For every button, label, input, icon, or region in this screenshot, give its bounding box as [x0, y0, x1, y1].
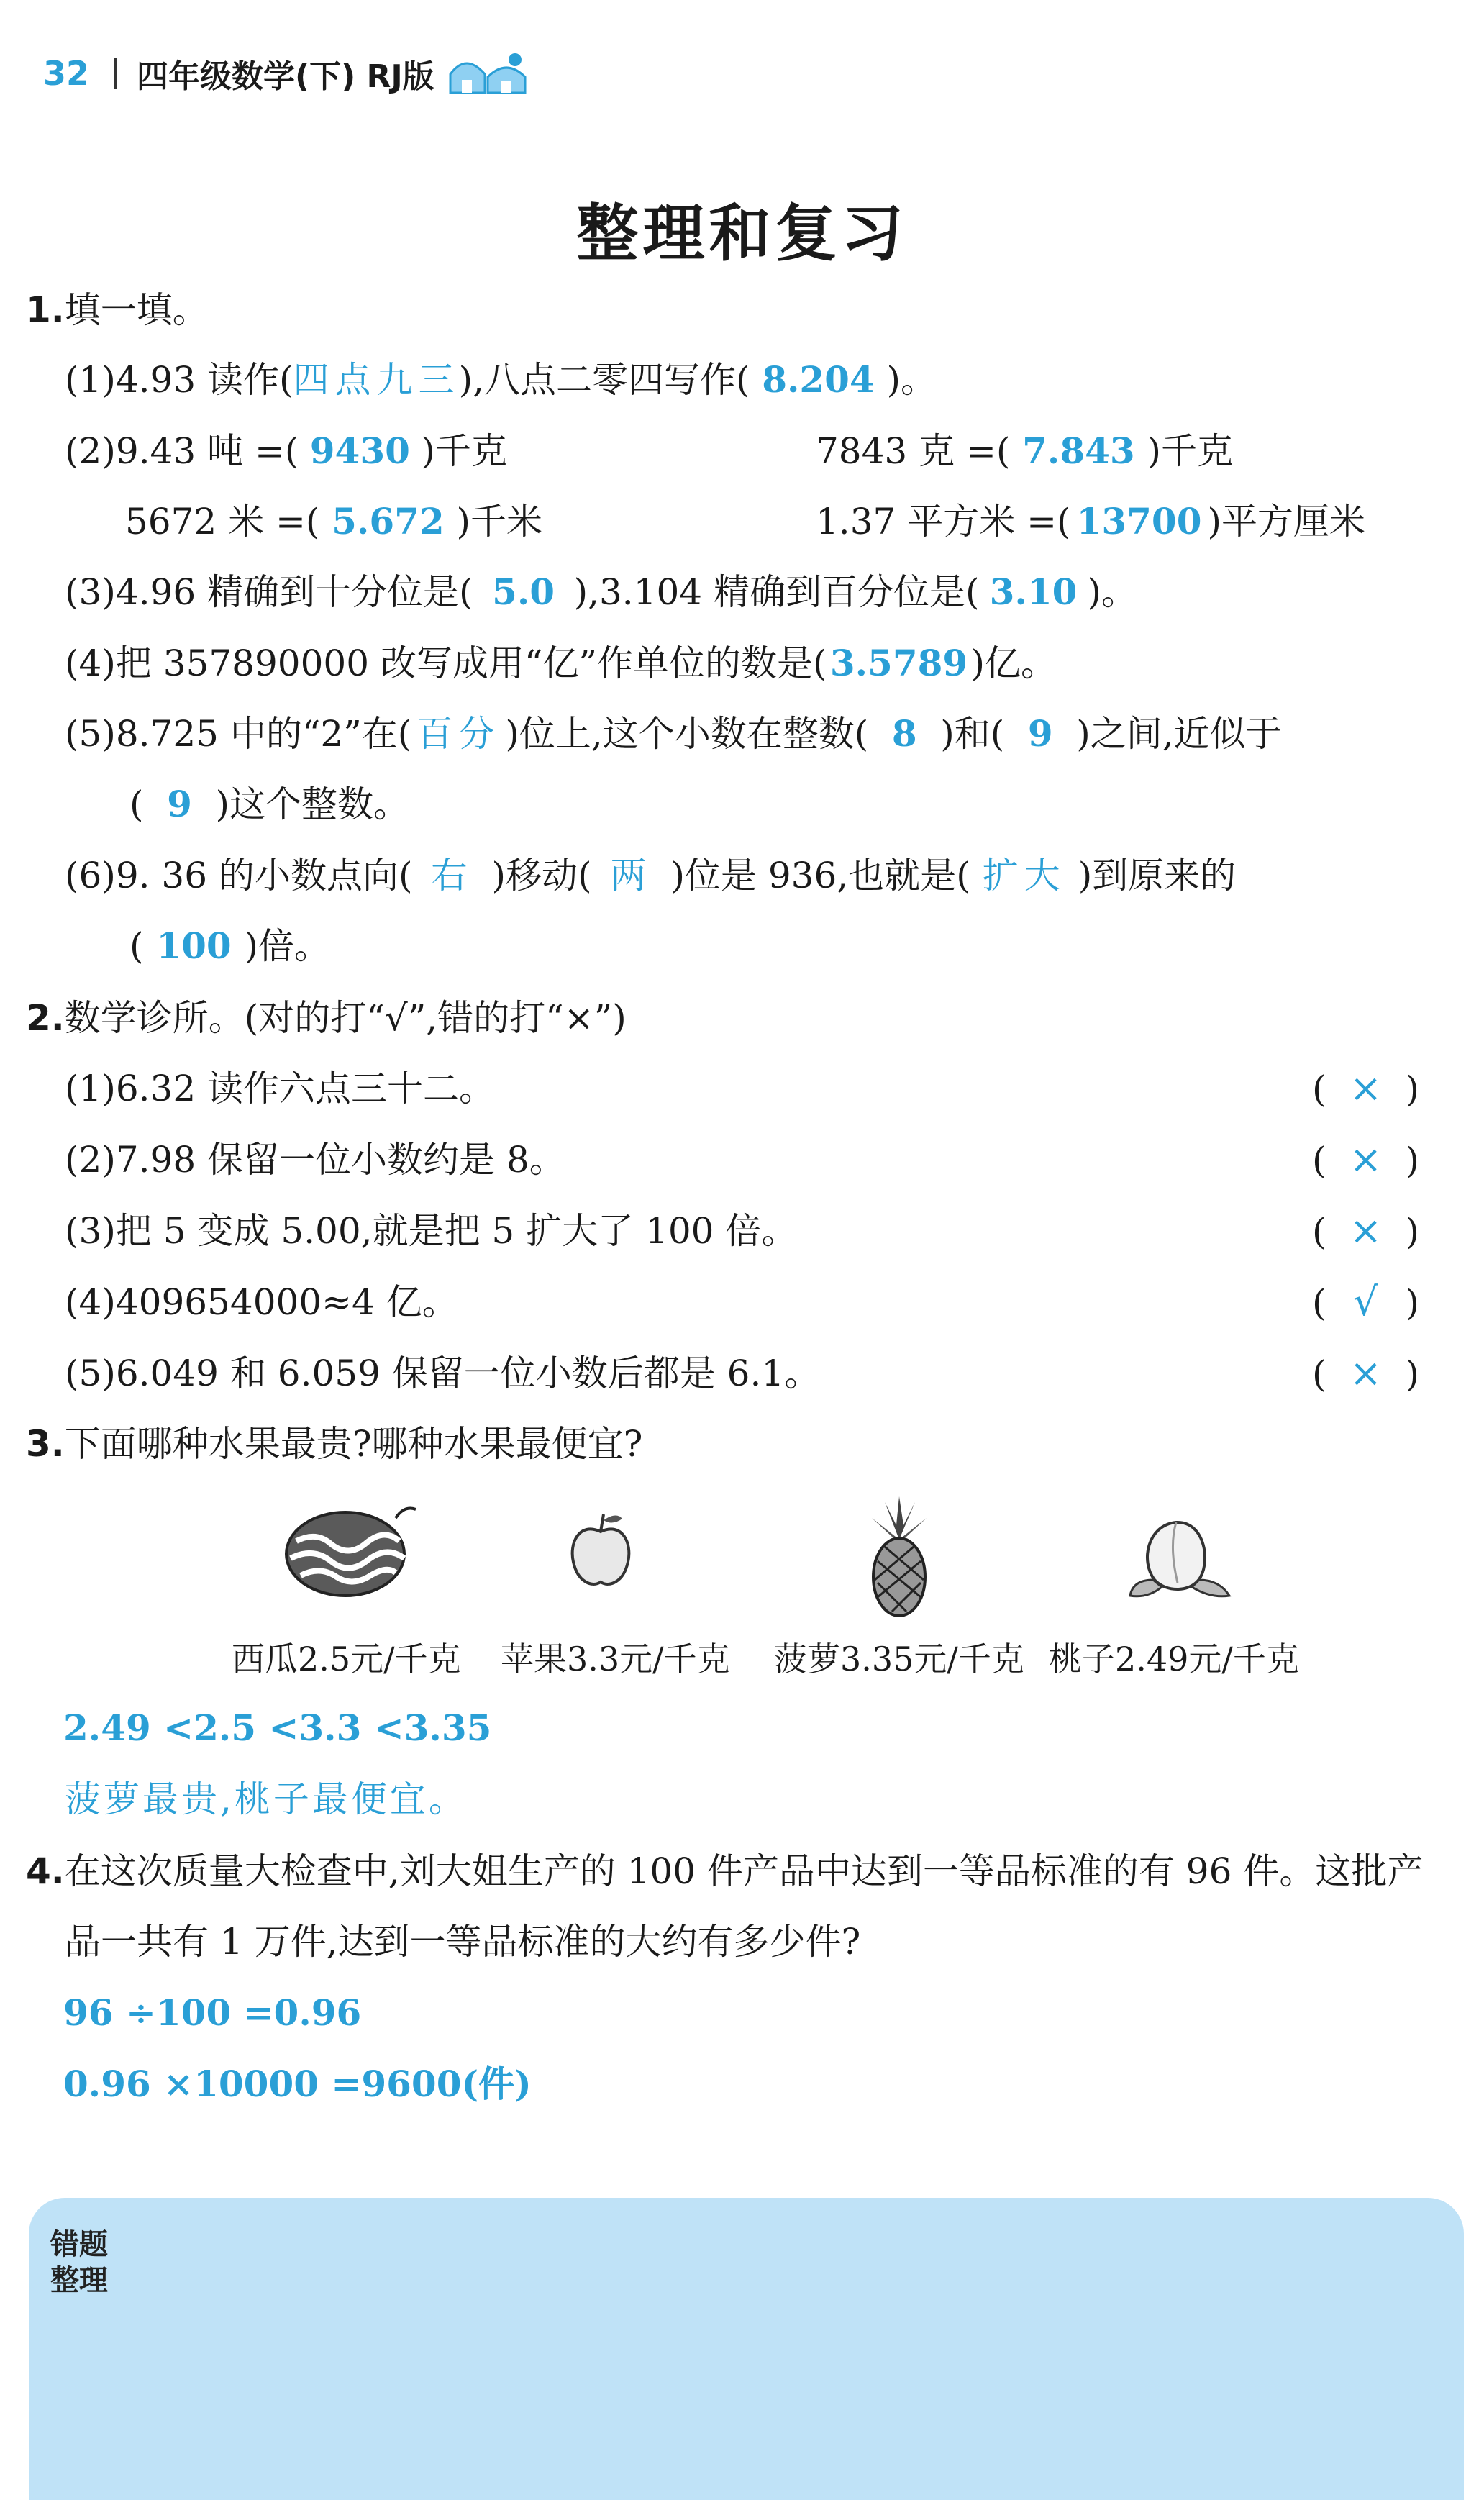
fruit-illustrations — [0, 1496, 1484, 1640]
page-title: 整理和复习 — [576, 198, 908, 270]
q2-mark: ( × ) — [1311, 1208, 1419, 1253]
book-title: 四年级数学(下) RJ版 — [137, 58, 434, 95]
watermelon-icon — [281, 1496, 417, 1604]
q4-answer-step1: 96 ÷100 =0.96 — [63, 1991, 362, 2034]
page-header — [43, 45, 538, 102]
q2-mark: ( × ) — [1311, 1350, 1419, 1396]
answer: 7.843 — [1022, 429, 1135, 472]
q2-item: (5)6.049 和 6.059 保留一位小数后都是 6.1。 — [65, 1353, 821, 1394]
answer: 四点九三 — [293, 359, 460, 401]
answer: 右 — [431, 855, 473, 896]
q1-part1: (1)4.93 读作(四点九三),八点二零四写作( 8.204 )。 — [65, 355, 937, 405]
answer: 9 — [167, 783, 192, 825]
q2-item: (1)6.32 读作六点三十二。 — [65, 1068, 496, 1109]
house-icon — [445, 50, 538, 97]
answer: 5.672 — [332, 500, 445, 542]
q2-item: (4)409654000≈4 亿。 — [65, 1281, 458, 1323]
q2-item: (3)把 5 变成 5.00,就是把 5 扩大了 100 倍。 — [65, 1210, 798, 1252]
q1-part2c: 5672 米 =( 5.672 )千米 — [125, 496, 542, 547]
peach-icon — [1126, 1511, 1234, 1604]
q2-item: (2)7.98 保留一位小数约是 8。 — [65, 1139, 565, 1181]
q4-answer-step2: 0.96 ×10000 =9600(件) — [63, 2063, 532, 2105]
q1-part3: (3)4.96 精确到十分位是( 5.0 ),3.104 精确到百分位是( 3.10 )。 — [65, 567, 1137, 617]
q1-part2d: 1.37 平方米 =( 13700 )平方厘米 — [816, 496, 1365, 547]
q1-part2b: 7843 克 =( 7.843 )千克 — [816, 426, 1233, 476]
page-number: 32 — [43, 54, 90, 93]
q1-part5: (5)8.725 中的“2”在( 百分 )位上,这个小数在整数( 8 )和( 9 )之间,近似于 — [65, 709, 1282, 759]
q2-mark: ( × ) — [1311, 1137, 1419, 1182]
fruit-label: 苹果3.3元/千克 — [501, 1640, 730, 1678]
answer: 8.204 — [762, 358, 875, 401]
q1-part6-cont: ( 100 )倍。 — [129, 921, 330, 971]
q4-line2: 品一共有 1 万件,达到一等品标准的大约有多少件? — [65, 1921, 861, 1963]
answer: 3.5789 — [829, 642, 968, 684]
answer: 9 — [1027, 712, 1053, 755]
q1-heading: 1.填一填。 — [26, 289, 209, 331]
q3-heading: 3.下面哪种水果最贵?哪种水果最便宜? — [26, 1423, 643, 1465]
error-box-label: 错题 整理 — [50, 2228, 108, 2297]
q2-mark: ( √ ) — [1311, 1279, 1419, 1324]
answer: 两 — [610, 855, 652, 896]
q1-part4: (4)把 357890000 改写成用“亿”作单位的数是(3.5789)亿。 — [65, 638, 1057, 688]
answer: 100 — [156, 924, 232, 967]
q4-line1: 4.在这次质量大检查中,刘大姐生产的 100 件产品中达到一等品标准的有 96 件。这批产 — [26, 1850, 1424, 1892]
answer: 5.0 — [492, 571, 555, 613]
fruit-label: 西瓜2.5元/千克 — [232, 1640, 461, 1678]
pineapple-icon — [863, 1496, 935, 1619]
fruit-label: 桃子2.49元/千克 — [1049, 1640, 1299, 1678]
q2-heading: 2.数学诊所。(对的打“√”,错的打“×”) — [26, 997, 627, 1039]
answer: 9430 — [309, 429, 410, 472]
header-divider — [114, 58, 117, 89]
answer: 扩大 — [982, 855, 1066, 896]
q3-answer-text: 菠萝最贵,桃子最便宜。 — [65, 1778, 468, 1820]
q1-part6: (6)9. 36 的小数点向( 右 )移动( 两 )位是 936,也就是( 扩大 )到原来的 — [65, 850, 1236, 901]
apple-icon — [565, 1507, 637, 1594]
q3-answer-comparison: 2.49 <2.5 <3.3 <3.35 — [63, 1706, 492, 1749]
fruit-label: 菠萝3.35元/千克 — [774, 1640, 1024, 1678]
q2-mark: ( × ) — [1311, 1065, 1419, 1111]
error-collection-box — [29, 2198, 1464, 2500]
answer: 8 — [891, 712, 917, 755]
q1-part2a: (2)9.43 吨 =( 9430 )千克 — [65, 426, 507, 476]
answer: 13700 — [1076, 500, 1202, 542]
q1-part5-cont: ( 9 )这个整数。 — [129, 779, 409, 829]
answer: 3.10 — [989, 571, 1078, 613]
answer: 百分 — [416, 713, 501, 755]
